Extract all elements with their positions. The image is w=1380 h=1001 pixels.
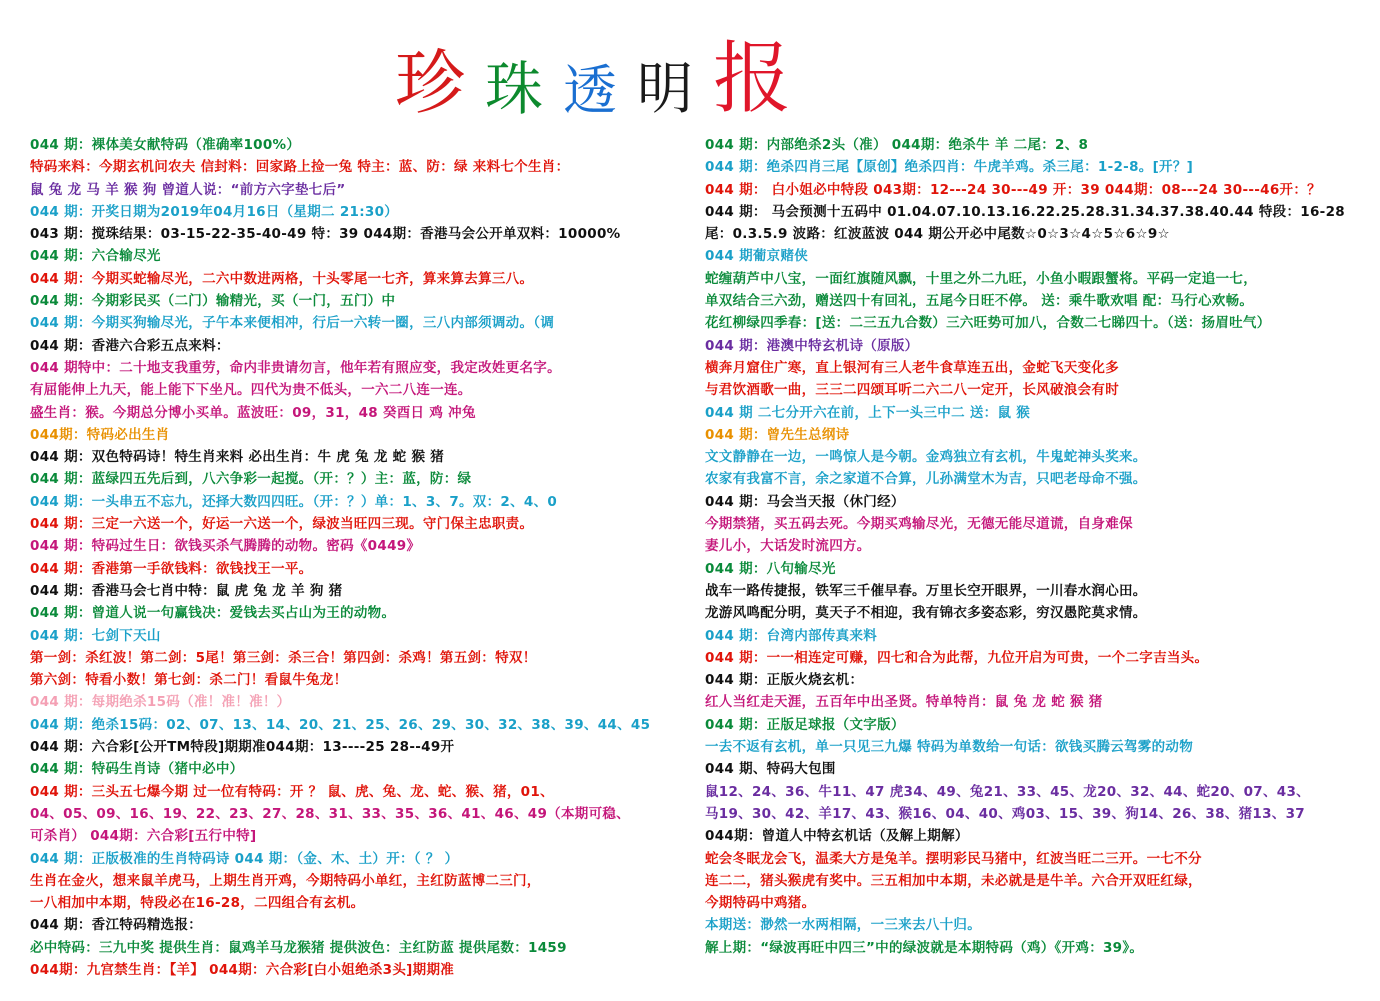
left-line: 044 期：一头串五不忘九，还择大数四四旺。（开：？）单：1、3、7。双：2、4、0 [30,493,558,510]
left-line: 044期：九宫禁生肖：【羊】 044期：六合彩[白小姐绝杀3头]期期准 [30,961,455,978]
left-line: 044 期：香江特码精选报： [30,917,203,934]
left-line: 044 期：裸体美女献特码（准确率100%） [30,137,301,153]
left-line: 盛生肖：猴。今期总分博小买单。蓝波旺：09，31，48 癸酉日 鸡 冲兔 [30,404,476,421]
title-char-5: 报 [713,34,792,124]
right-line: 红人当红走天涯，五百年中出圣贤。特单特肖：鼠 兔 龙 蛇 猴 猪 [705,694,1103,711]
right-line: 农家有我富不言，余之家道不合算，儿孙满堂木为吉，只吧老母命不强。 [705,471,1147,488]
left-line: 044 期：香港马会七肖中特：鼠 虎 兔 龙 羊 狗 猪 [30,582,343,599]
left-line: 043 期：搅珠结果：03-15-22-35-40-49 特：39 044期：香港马会公开单双料：10000% [30,226,621,243]
right-line: 044 期葡京赌侠 [705,248,809,265]
right-line: 蛇会冬眠龙会飞，温柔大方是兔羊。摆明彩民马猪中，红波当旺二三开。一七不分 [705,850,1202,867]
right-line: 044 期：正版火烧玄机： [705,672,864,689]
left-line: 04、05、09、16、19、22、23、27、28、31、33、35、36、41、46、49（本期可稳、 [30,805,630,822]
left-line: 044 期：六合彩[公开TM特段]期期准044期：13----25 28--49开 [30,739,455,756]
left-line: 特码来料：今期玄机问农夫 信封料：回家路上捡一兔 特主：蓝、防：绿 来料七个生肖： [30,159,570,176]
left-line: 可杀肖） 044期：六合彩[五行中特] [30,828,257,845]
left-line: 044 期特中：二十地支我重劳，命内非贵请勿言，他年若有照应变，我定改姓更名字。 [30,359,561,376]
left-line: 第六剑：特看小数！第七剑：杀二门！看鼠牛兔龙！ [30,672,348,689]
right-line: 尾：0.3.5.9 波路：红波蓝波 044 期公开必中尾数☆0☆3☆4☆5☆6☆9☆ [705,226,1170,243]
left-line: 044 期：开奖日期为2019年04月16日（星期二 21:30） [30,203,399,220]
right-line: 044 期：马会当天报（休门经） [705,493,905,510]
title-char-2: 珠 [485,55,544,123]
right-line: 044 期： 马会预测十五码中 01.04.07.10.13.16.22.25.28.31.34.37.38.40.44 特段：16-28 [705,203,1345,220]
left-line: 044 期：今期买蛇输尽光，二六中数进两格，十头零尾一七齐，算来算去算三八。 [30,270,534,287]
right-line: 横奔月窟住广寒，直上银河有三人老牛食草连五出，金蛇飞天变化多 [705,359,1119,376]
right-line: 044 期：港澳中特玄机诗（原版） [705,337,919,354]
right-line: 连二二，猪头猴虎有奖中。三五相加中本期，未必就是是牛羊。六合开双旺红绿， [705,872,1202,889]
left-line: 必中特码：三九中奖 提供生肖：鼠鸡羊马龙猴猪 提供波色：主红防蓝 提供尾数：1459 [30,939,567,956]
left-column [30,134,670,981]
left-line: 044期：特码必出生肖 [30,426,170,443]
left-line: 鼠 兔 龙 马 羊 猴 狗 曾道人说：“前方六字垫七后” [30,181,346,198]
right-line: 044期：曾道人中特玄机话（及解上期解） [705,828,969,845]
right-line: 文文静静在一边，一鸣惊人是今朝。金鸡独立有玄机，牛鬼蛇神头奖来。 [705,449,1147,466]
right-line: 马19、30、42、羊17、43、猴16、04、40、鸡03、15、39、狗14、26、38、猪13、37 [705,805,1305,822]
right-column [705,134,1370,959]
right-line: 鼠12、24、36、牛11、47 虎34、49、兔21、33、45、龙20、32、44、蛇20、07、43、 [705,783,1310,800]
left-line: 044 期：香港六合彩五点来料： [30,337,230,354]
left-line: 044 期：绝杀15码：02、07、13、14、20、21、25、26、29、30、32、38、39、44、45 [30,716,651,733]
right-line: 与君饮酒歌一曲，三三二四颂耳听二六二八一定开，长风破浪会有时 [705,382,1119,399]
left-line: 044 期：今期彩民买（二门）输精光，买（一门，五门）中 [30,293,396,310]
right-line: 今期特码中鸡猪。 [705,895,816,912]
right-line: 044 期：正版足球报（文字版） [705,716,905,733]
left-line: 生肖在金火，想来鼠羊虎马，上期生肖开鸡，今期特码小单红，主红防蓝博二三门， [30,872,541,889]
left-line: 有屈能伸上九天，能上能下下坐凡。四代为贵不低头，一六二八连一连。 [30,382,472,399]
title-char-1: 珍 [395,42,465,124]
left-line: 044 期：每期绝杀15码（准！准！准！） [30,694,291,711]
right-line: 解上期：“绿波再旺中四三”中的绿波就是本期特码（鸡）《开鸡：39》。 [705,939,1144,956]
right-line: 044 期：一一相连定可赚，四七和合为此帮，九位开启为可贵，一个二字吉当头。 [705,649,1209,666]
right-line: 044 期：曾先生总纲诗 [705,426,850,443]
right-line: 龙游风鸣配分明，莫天子不相迎，我有锦衣多姿态彩，穷汉愚陀莫求情。 [705,605,1147,622]
left-line: 044 期：特码生肖诗（猪中必中） [30,761,244,778]
left-line: 第一剑：杀红波！第二剑：5尾！第三剑：杀三合！第四剑：杀鸡！第五剑：特双！ [30,649,537,666]
left-line: 044 期：特码过生日：欲钱买杀气腾腾的动物。密码《0449》 [30,538,421,555]
right-line: 战车一路传捷报，铁军三千催早春。万里长空开眼界，一川春水润心田。 [705,582,1147,599]
right-line: 蛇缠葫芦中八宝，一面红旗随风飘，十里之外二九旺，小鱼小暇跟蟹将。平码一定追一七， [705,270,1257,287]
newspaper-title [395,28,875,124]
right-line: 044 期、特码大包围 [705,761,836,778]
left-line: 044 期：三定一六送一个，好运一六送一个，绿波当旺四三现。守门保主忠职责。 [30,516,534,533]
right-line: 044 期：台湾内部传真来料 [705,627,878,644]
title-char-3: 透 [563,59,618,122]
right-line: 044 期： 白小姐必中特段 043期：12---24 30---49 开：39 044期：08---24 30---46开：？ [705,181,1321,198]
right-line: 单双结合三六劲，赠送四十有回礼，五尾今日旺不停。 送：乘牛歌欢唱 配：马行心欢畅。 [705,293,1254,310]
right-line: 花红柳绿四季春：[送：二三五九合数）三六旺势可加八，合数二七睇四十。（送：扬眉吐气） [705,315,1271,332]
left-line: 044 期：香港第一手欲钱料：欲钱找王一平。 [30,560,313,577]
left-line: 一八相加中本期，特段必在16-28，二四组合有玄机。 [30,895,365,912]
right-line: 今期禁猪，买五码去死。今期买鸡输尽光，无德无能尽道谎，自身难保 [705,516,1133,533]
left-line: 044 期：蓝绿四五先后到，八六争彩一起搅。（开：？）主：蓝，防：绿 [30,471,472,488]
right-line: 一去不返有玄机，单一只见三九爆 特码为单数给一句话：欲钱买腾云驾雾的动物 [705,739,1193,756]
left-line: 044 期：七剑下天山 [30,627,161,644]
left-line: 044 期：曾道人说一句赢钱决：爱钱去买占山为王的动物。 [30,605,396,622]
right-line: 044 期 二七分开六在前，上下一头三中二 送：鼠 猴 [705,404,1031,421]
left-line: 044 期：六合输尽光 [30,248,161,265]
right-line: 044 期：内部绝杀2头（准） 044期：绝杀牛 羊 二尾：2、8 [705,137,1089,153]
title-char-4: 明 [637,57,694,122]
right-line: 044 期：八句输尽光 [705,560,836,577]
left-line: 044 期：双色特码诗！特生肖来料 必出生肖：牛 虎 兔 龙 蛇 猴 猪 [30,449,445,466]
right-line: 本期送：渺然一水两相隔，一三来去八十归。 [705,917,981,934]
left-line: 044 期：今期买狗输尽光，子午本来便相冲，行后一六转一圈，三八内部须调动。（调 [30,315,555,332]
left-line: 044 期：正版极准的生肖特码诗 044 期：（金、木、土）开：（ ？ ） [30,850,459,867]
right-line: 044 期：绝杀四肖三尾【原创】绝杀四肖：牛虎羊鸡。杀三尾：1-2-8。[开？] [705,159,1194,176]
right-line: 妻儿小，大话发时流四方。 [705,538,871,555]
left-line: 044 期：三头五七爆今期 过一位有特码：开 ？ 鼠、虎、兔、龙、蛇、猴、猪，01、 [30,783,554,800]
